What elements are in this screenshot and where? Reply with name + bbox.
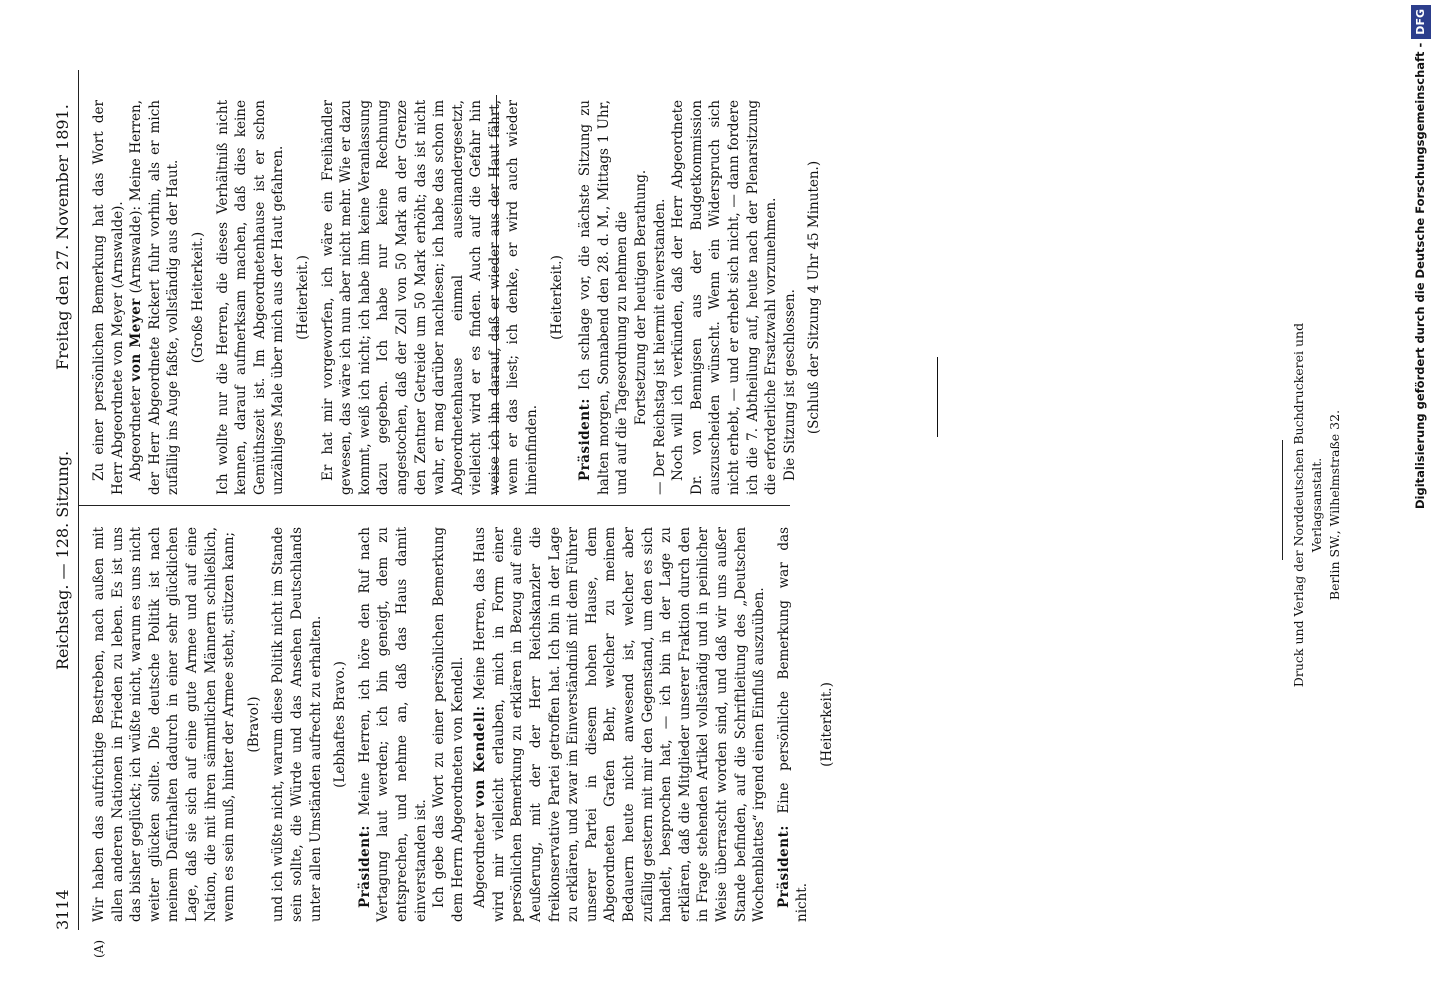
speech-text: (Arnswalde): Meine Herren, der Herr Abgeordnete Rickert fuhr vorhin, als er mich zufällig ins Auge faßte, vollständig aus der Haut. <box>128 100 182 495</box>
digitization-credit <box>1410 5 1430 685</box>
speech-text: Ich schlage vor, die nächste Sitzung zu halten morgen, Sonnabend den 28. d. M., Mittags 1 Uhr, und auf die Tagesordnung zu nehmen die <box>577 100 631 495</box>
speech-president <box>356 527 430 922</box>
header-date: Freitag den 27. November 1891. <box>53 104 72 370</box>
speaker-label: Präsident: <box>775 825 792 908</box>
imprint-line: Druck und Verlag der Norddeutschen Buchdruckerei und Verlagsanstalt. <box>1291 322 1324 688</box>
paragraph: Zu einer persönlichen Bemerkung hat das Wort der Herr Abgeordnete von Meyer (Arnswalde). <box>91 100 126 495</box>
speech-text: Meine Herren, das Haus wird mir vielleicht erlauben, mich in Form einer persönlichen Bemerkung zu erklären in Bezug auf eine Aeußerung, mit der der Herr Reichskanzler die freikonservative Partei getroffen hat. Ich bin in der Lage zu erklären, und zwar im Einverständniß mit dem Führer unserer Partei in diesem hohen Hause, dem Abgeordneten Grafen Behr, welcher zu meinem Bedauern heute nicht anwesend ist, welcher aber zufällig gestern mit mir den Gegenstand, um den es sich handelt, besprochen hat, — ich bin in der Lage zu erklären, daß die Mitglieder unserer Fraktion durch den in Frage stehenden Artikel vollständig und in peinlicher Weise überrascht worden sind, und daß wir uns außer Stande befinden, auf die Schriftleitung des „Deutschen Wochenblattes“ irgend einen Einfluß auszuüben. <box>472 527 768 922</box>
header-rule <box>78 70 79 930</box>
column-end-rule <box>496 95 497 495</box>
page-header <box>50 70 76 930</box>
paragraph: Er hat mir vorgeworfen, ich wäre ein Freihändler gewesen, das wäre ich nun aber nicht mehr. Wie er dazu kommt, weiß ich nicht; ich habe ihm keine Veranlassung dazu gegeben. Ich habe nur keine Rechnung angestochen, daß der Zoll von 50 Mark an der Grenze den Zentner Getreide um 50 Mark erhöht; das ist nicht wahr, er mag darüber nachlesen; ich habe das schon im Abgeordnetenhause einmal auseinandergesetzt, vielleicht wird er es finden. Auch auf die Gefahr hin weise ich ihn darauf, daß er wieder aus der Haut fährt, wenn er das liest; ich denke, er wird auch wieder hineinfinden. <box>319 100 541 495</box>
imprint <box>1290 310 1344 700</box>
interjection: (Lebhaftes Bravo.) <box>332 661 349 788</box>
separator-rule <box>937 357 938 437</box>
paragraph: Noch will ich verkünden, daß der Herr Abgeordnete Dr. von Bennigsen aus der Budgetkommission auszuscheiden wünscht. Wenn ein Widerspruch sich nicht erhebt, — und er erhebt sich nicht, — dann fordere ich die 7. Abtheilung auf, heute nach der Plenarsitzung die erforderliche Ersatzwahl vorzunehmen. <box>670 100 780 495</box>
interjection: (Heiterkeit.) <box>818 682 835 767</box>
speech-president-2 <box>775 527 812 922</box>
interjection: (Heiterkeit.) <box>548 255 565 340</box>
paragraph: Die Sitzung ist geschlossen. <box>781 289 798 481</box>
page-number: 3114 <box>53 889 72 930</box>
speaker-label: Präsident: <box>577 398 594 481</box>
agenda-item: Fortsetzung der heutigen Berathung. <box>633 169 650 426</box>
speech-text: Eine persönliche Bemerkung war das nicht. <box>775 527 811 922</box>
column-divider <box>78 505 790 506</box>
paragraph: Ich gebe das Wort zu einer persönlichen Bemerkung dem Herrn Abgeordneten von Kendell. <box>431 527 466 922</box>
paragraph: — Der Reichstag ist hiermit einverstanden. <box>651 198 668 495</box>
closing-note: (Schluß der Sitzung 4 Uhr 45 Minuten.) <box>806 160 823 435</box>
imprint-rule <box>1282 440 1283 560</box>
imprint-line: Berlin SW., Wilhelmstraße 32. <box>1327 409 1342 601</box>
interjection: (Große Heiterkeit.) <box>189 231 206 364</box>
interjection: (Bravo!) <box>245 696 262 753</box>
speech-meyer <box>127 100 183 495</box>
left-column <box>90 527 843 958</box>
speaker-name: von Kendell: <box>472 705 489 808</box>
dfg-logo: DFG <box>1411 5 1431 39</box>
speech-text: Meine Herren, ich höre den Ruf nach Vertagung laut werden; ich bin geneigt, dem zu entsprechen, und nehme an, daß das Haus damit einverstanden ist. <box>356 527 429 922</box>
paragraph: Wir haben das aufrichtige Bestreben, nach außen mit allen anderen Nationen in Frieden zu leben. Es ist uns das bisher geglückt; ich wüßte nicht, warum es uns nicht weiter glücken sollte. Die deutsche Politik ist nach meinem Dafürhalten dadurch in einer sehr glücklichen Lage, daß sie sich auf eine gute Armee und auf eine Nation, die mit ihren sämmtlichen Männern schließlich, wenn es sein muß, hinter der Armee steht, stützen kann; <box>91 527 238 922</box>
speaker-label: Präsident: <box>356 825 373 908</box>
credit-text: Digitalisierung gefördert durch die Deutsche Forschungsgemeinschaft - <box>1413 42 1427 510</box>
speaker-name: von Meyer <box>128 298 145 382</box>
speaker-intro: Abgeordneter <box>472 813 489 908</box>
interjection: (Heiterkeit.) <box>294 255 311 340</box>
paragraph: und ich wüßte nicht, warum diese Politik nicht im Stande sein sollte, die Würde und das Ansehen Deutschlands unter allen Umständen aufrecht zu erhalten. <box>270 527 324 922</box>
paragraph: Ich wollte nur die Herren, die dieses Verhältniß nicht kennen, darauf aufmerksam machen, daß dies keine Gemüthszeit ist. Im Abgeordnetenhause ist er schon unzähliges Male über mich aus der Haut gefahren. <box>214 100 287 495</box>
margin-marker: (A) <box>92 939 106 958</box>
speaker-intro: Abgeordneter <box>128 386 145 481</box>
header-title: Reichstag. — 128. Sitzung. <box>53 450 72 670</box>
speech-president <box>576 100 632 495</box>
speech-kendell <box>471 527 769 922</box>
right-column <box>90 100 830 495</box>
